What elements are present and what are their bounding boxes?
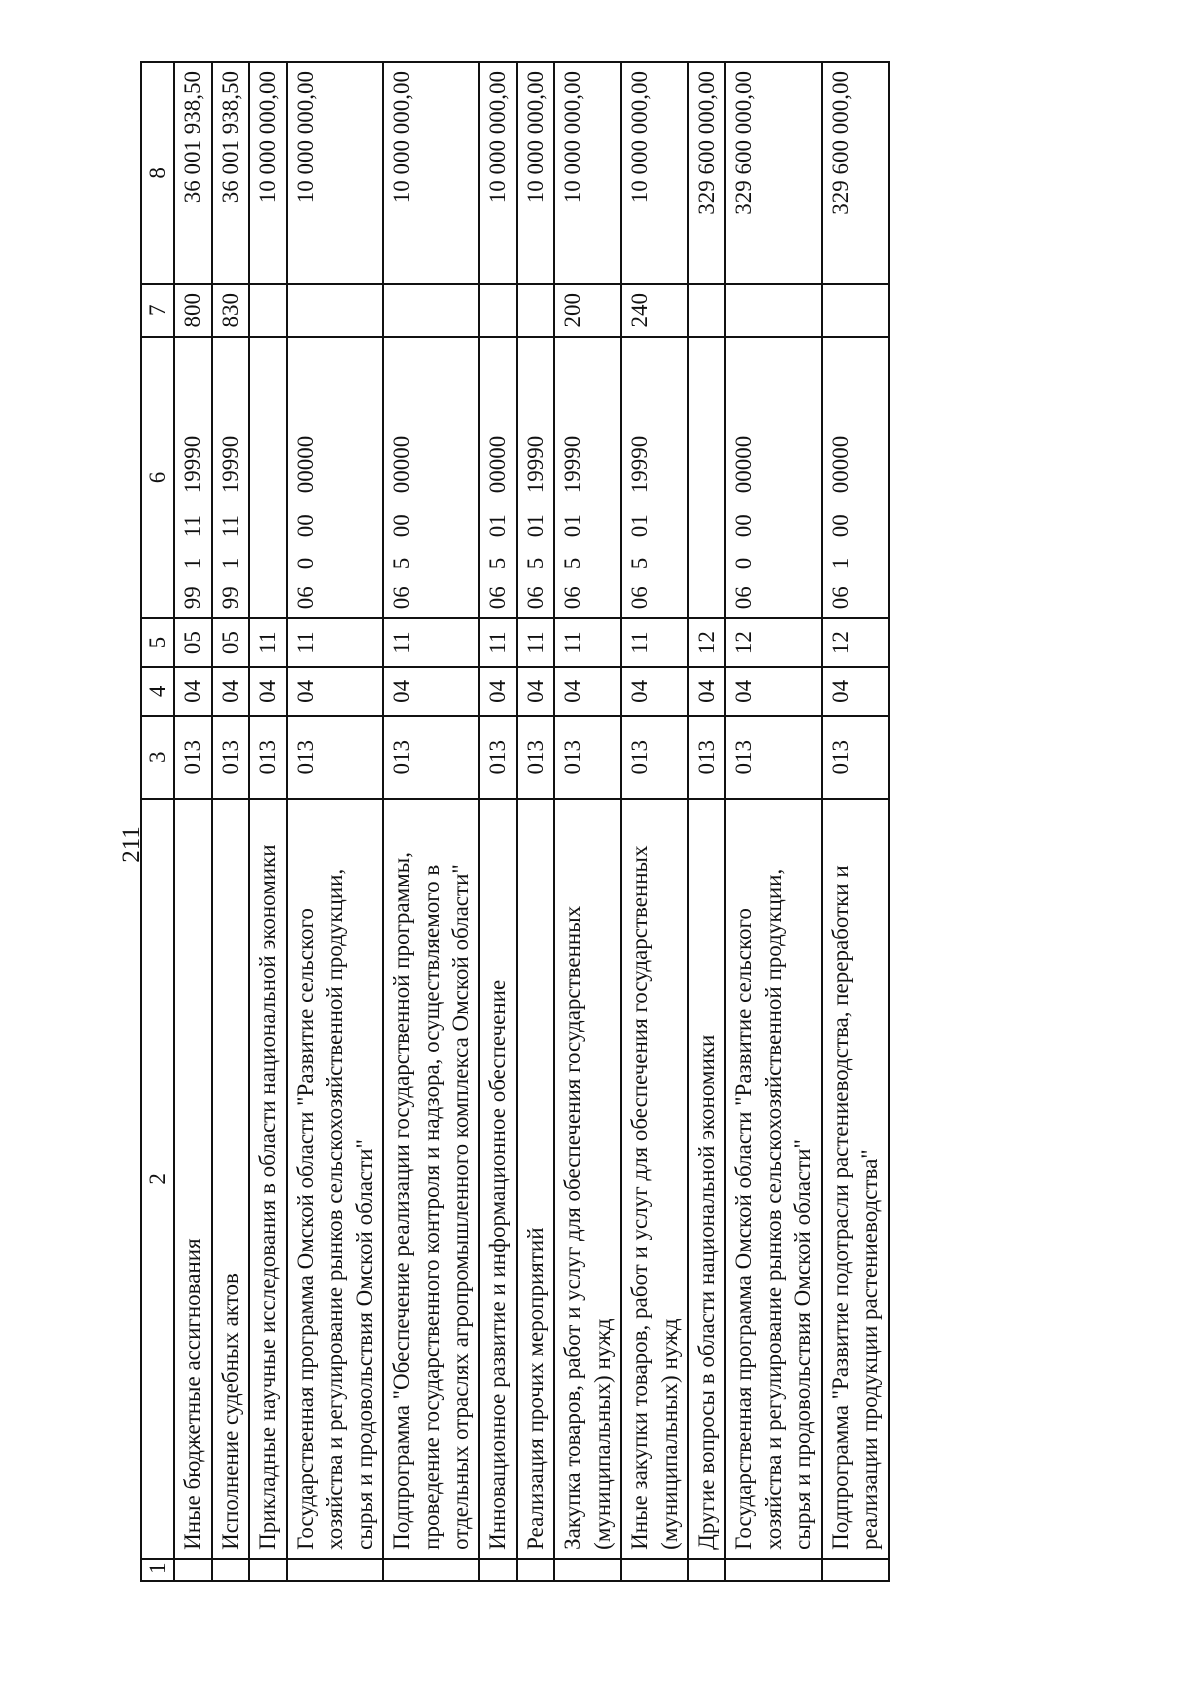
table-row xyxy=(822,62,889,1581)
row-name-cell: Прикладные научные исследования в области национальной экономики xyxy=(249,799,286,1559)
expense-type-cell xyxy=(688,284,725,337)
table-body xyxy=(174,62,888,1581)
ministry-code-cell: 013 xyxy=(517,716,554,799)
target-article-part: 0 xyxy=(292,557,318,570)
amount-cell: 10 000 000,00 xyxy=(554,62,621,284)
ministry-code-cell: 013 xyxy=(249,716,286,799)
target-article-part: 99 xyxy=(180,586,206,610)
target-article-part: 1 xyxy=(217,557,243,570)
row-name-cell: Государственная программа Омской области "Развитие сельского хозяйства и регулирование рынков сельскохозяйственной продукции, сырья и продовольствия Омской области" xyxy=(725,799,821,1559)
expense-type-cell: 830 xyxy=(212,284,249,337)
target-article-part: 01 xyxy=(522,514,548,538)
row-number-cell xyxy=(621,1559,688,1581)
page-number: 211 xyxy=(118,826,145,863)
amount-cell: 10 000 000,00 xyxy=(517,62,554,284)
target-article-part: 00000 xyxy=(731,435,757,494)
amount-cell: 36 001 938,50 xyxy=(174,62,211,284)
target-article-part: 5 xyxy=(389,557,415,570)
table-row xyxy=(383,62,479,1581)
target-article-cell xyxy=(822,337,889,618)
table-row xyxy=(174,62,211,1581)
table-row xyxy=(287,62,383,1581)
subsection-code-cell: 12 xyxy=(822,618,889,667)
target-article-part: 00 xyxy=(389,514,415,538)
row-name-cell: Инновационное развитие и информационное обеспечение xyxy=(479,799,516,1559)
target-article-part: 06 xyxy=(827,586,853,610)
row-number-cell xyxy=(249,1559,286,1581)
row-name-cell: Исполнение судебных актов xyxy=(212,799,249,1559)
target-article-part: 11 xyxy=(180,515,206,538)
amount-cell: 10 000 000,00 xyxy=(479,62,516,284)
amount-cell: 10 000 000,00 xyxy=(287,62,383,284)
row-number-cell xyxy=(174,1559,211,1581)
section-code-cell: 04 xyxy=(822,667,889,716)
target-article-cell xyxy=(383,337,479,618)
subsection-code-cell: 11 xyxy=(249,618,286,667)
target-article-part: 19990 xyxy=(217,435,243,494)
table-row xyxy=(554,62,621,1581)
target-article-part: 00000 xyxy=(485,435,511,494)
target-article-part: 00000 xyxy=(292,435,318,494)
section-code-cell: 04 xyxy=(517,667,554,716)
expense-type-cell: 800 xyxy=(174,284,211,337)
section-code-cell: 04 xyxy=(287,667,383,716)
target-article-part: 5 xyxy=(627,557,653,570)
row-number-cell xyxy=(725,1559,821,1581)
ministry-code-cell: 013 xyxy=(479,716,516,799)
section-code-cell: 04 xyxy=(688,667,725,716)
target-article-part: 01 xyxy=(485,514,511,538)
section-code-cell: 04 xyxy=(621,667,688,716)
section-code-cell: 04 xyxy=(249,667,286,716)
row-number-cell xyxy=(822,1559,889,1581)
row-name-cell: Иные закупки товаров, работ и услуг для обеспечения государственных (муниципальных) нужд xyxy=(621,799,688,1559)
subsection-code-cell: 12 xyxy=(688,618,725,667)
expense-type-cell xyxy=(249,284,286,337)
target-article-part: 06 xyxy=(731,586,757,610)
target-article-cell xyxy=(287,337,383,618)
row-number-cell xyxy=(688,1559,725,1581)
expense-type-cell xyxy=(517,284,554,337)
section-code-cell: 04 xyxy=(383,667,479,716)
target-article-part: 01 xyxy=(560,514,586,538)
amount-cell: 10 000 000,00 xyxy=(621,62,688,284)
ministry-code-cell: 013 xyxy=(287,716,383,799)
amount-cell: 36 001 938,50 xyxy=(212,62,249,284)
row-name-cell: Закупка товаров, работ и услуг для обеспечения государственных (муниципальных) нужд xyxy=(554,799,621,1559)
subsection-code-cell: 11 xyxy=(287,618,383,667)
expense-type-cell xyxy=(822,284,889,337)
subsection-code-cell: 11 xyxy=(383,618,479,667)
row-number-cell xyxy=(554,1559,621,1581)
row-name-cell: Другие вопросы в области национальной экономики xyxy=(688,799,725,1559)
column-header: 2 xyxy=(141,799,174,1559)
target-article-cell xyxy=(621,337,688,618)
target-article-part: 0 xyxy=(731,557,757,570)
row-number-cell xyxy=(212,1559,249,1581)
target-article-part: 00 xyxy=(827,514,853,538)
target-article-cell xyxy=(688,337,725,618)
column-header: 3 xyxy=(141,716,174,799)
target-article-part: 5 xyxy=(560,557,586,570)
target-article-part: 99 xyxy=(217,586,243,610)
section-code-cell: 04 xyxy=(479,667,516,716)
table-row xyxy=(517,62,554,1581)
ministry-code-cell: 013 xyxy=(688,716,725,799)
row-name-cell: Государственная программа Омской области "Развитие сельского хозяйства и регулирование рынков сельскохозяйственной продукции, сырья и продовольствия Омской области" xyxy=(287,799,383,1559)
target-article-part: 06 xyxy=(522,586,548,610)
target-article-cell xyxy=(725,337,821,618)
target-article-part: 1 xyxy=(827,557,853,570)
target-article-part: 5 xyxy=(522,557,548,570)
column-header: 6 xyxy=(141,337,174,618)
target-article-part: 06 xyxy=(292,586,318,610)
target-article-part: 06 xyxy=(485,586,511,610)
target-article-part: 00000 xyxy=(827,435,853,494)
table-row xyxy=(479,62,516,1581)
ministry-code-cell: 013 xyxy=(212,716,249,799)
amount-cell: 329 600 000,00 xyxy=(688,62,725,284)
row-name-cell: Подпрограмма "Обеспечение реализации государственной программы, проведение государственного контроля и надзора, осуществляемого в отдельных отраслях агропромышленного комплекса Омской области" xyxy=(383,799,479,1559)
target-article-part: 19990 xyxy=(522,435,548,494)
row-number-cell xyxy=(287,1559,383,1581)
target-article-cell xyxy=(174,337,211,618)
expense-type-cell xyxy=(479,284,516,337)
column-header: 7 xyxy=(141,284,174,337)
target-article-part: 19990 xyxy=(180,435,206,494)
subsection-code-cell: 11 xyxy=(554,618,621,667)
target-article-part: 00000 xyxy=(389,435,415,494)
target-article-part: 11 xyxy=(217,515,243,538)
subsection-code-cell: 05 xyxy=(174,618,211,667)
subsection-code-cell: 11 xyxy=(517,618,554,667)
table-row xyxy=(621,62,688,1581)
target-article-part: 19990 xyxy=(627,435,653,494)
target-article-cell xyxy=(554,337,621,618)
row-number-cell xyxy=(383,1559,479,1581)
table-row xyxy=(249,62,286,1581)
section-code-cell: 04 xyxy=(212,667,249,716)
target-article-part: 01 xyxy=(627,514,653,538)
ministry-code-cell: 013 xyxy=(554,716,621,799)
subsection-code-cell: 12 xyxy=(725,618,821,667)
ministry-code-cell: 013 xyxy=(822,716,889,799)
row-name-cell: Реализация прочих мероприятий xyxy=(517,799,554,1559)
target-article-part: 06 xyxy=(560,586,586,610)
column-header: 5 xyxy=(141,618,174,667)
amount-cell: 329 600 000,00 xyxy=(822,62,889,284)
subsection-code-cell: 05 xyxy=(212,618,249,667)
subsection-code-cell: 11 xyxy=(479,618,516,667)
section-code-cell: 04 xyxy=(725,667,821,716)
section-code-cell: 04 xyxy=(174,667,211,716)
row-name-cell: Иные бюджетные ассигнования xyxy=(174,799,211,1559)
target-article-cell xyxy=(249,337,286,618)
subsection-code-cell: 11 xyxy=(621,618,688,667)
ministry-code-cell: 013 xyxy=(383,716,479,799)
target-article-part: 19990 xyxy=(560,435,586,494)
column-header: 4 xyxy=(141,667,174,716)
target-article-part: 5 xyxy=(485,557,511,570)
column-header: 8 xyxy=(141,62,174,284)
target-article-part: 06 xyxy=(389,586,415,610)
target-article-part: 00 xyxy=(731,514,757,538)
target-article-cell xyxy=(517,337,554,618)
section-code-cell: 04 xyxy=(554,667,621,716)
amount-cell: 10 000 000,00 xyxy=(383,62,479,284)
ministry-code-cell: 013 xyxy=(725,716,821,799)
expense-type-cell xyxy=(383,284,479,337)
target-article-part: 06 xyxy=(627,586,653,610)
amount-cell: 329 600 000,00 xyxy=(725,62,821,284)
table-row xyxy=(725,62,821,1581)
table-row xyxy=(688,62,725,1581)
table-header-row xyxy=(141,62,174,1581)
target-article-cell xyxy=(212,337,249,618)
row-number-cell xyxy=(517,1559,554,1581)
target-article-part: 1 xyxy=(180,557,206,570)
target-article-part: 00 xyxy=(292,514,318,538)
column-header: 1 xyxy=(141,1559,174,1581)
row-number-cell xyxy=(479,1559,516,1581)
expense-type-cell: 240 xyxy=(621,284,688,337)
ministry-code-cell: 013 xyxy=(174,716,211,799)
target-article-cell xyxy=(479,337,516,618)
amount-cell: 10 000 000,00 xyxy=(249,62,286,284)
budget-table xyxy=(140,61,890,1582)
expense-type-cell: 200 xyxy=(554,284,621,337)
ministry-code-cell: 013 xyxy=(621,716,688,799)
row-name-cell: Подпрограмма "Развитие подотрасли растениеводства, переработки и реализации продукции растениеводства" xyxy=(822,799,889,1559)
expense-type-cell xyxy=(725,284,821,337)
table-row xyxy=(212,62,249,1581)
expense-type-cell xyxy=(287,284,383,337)
